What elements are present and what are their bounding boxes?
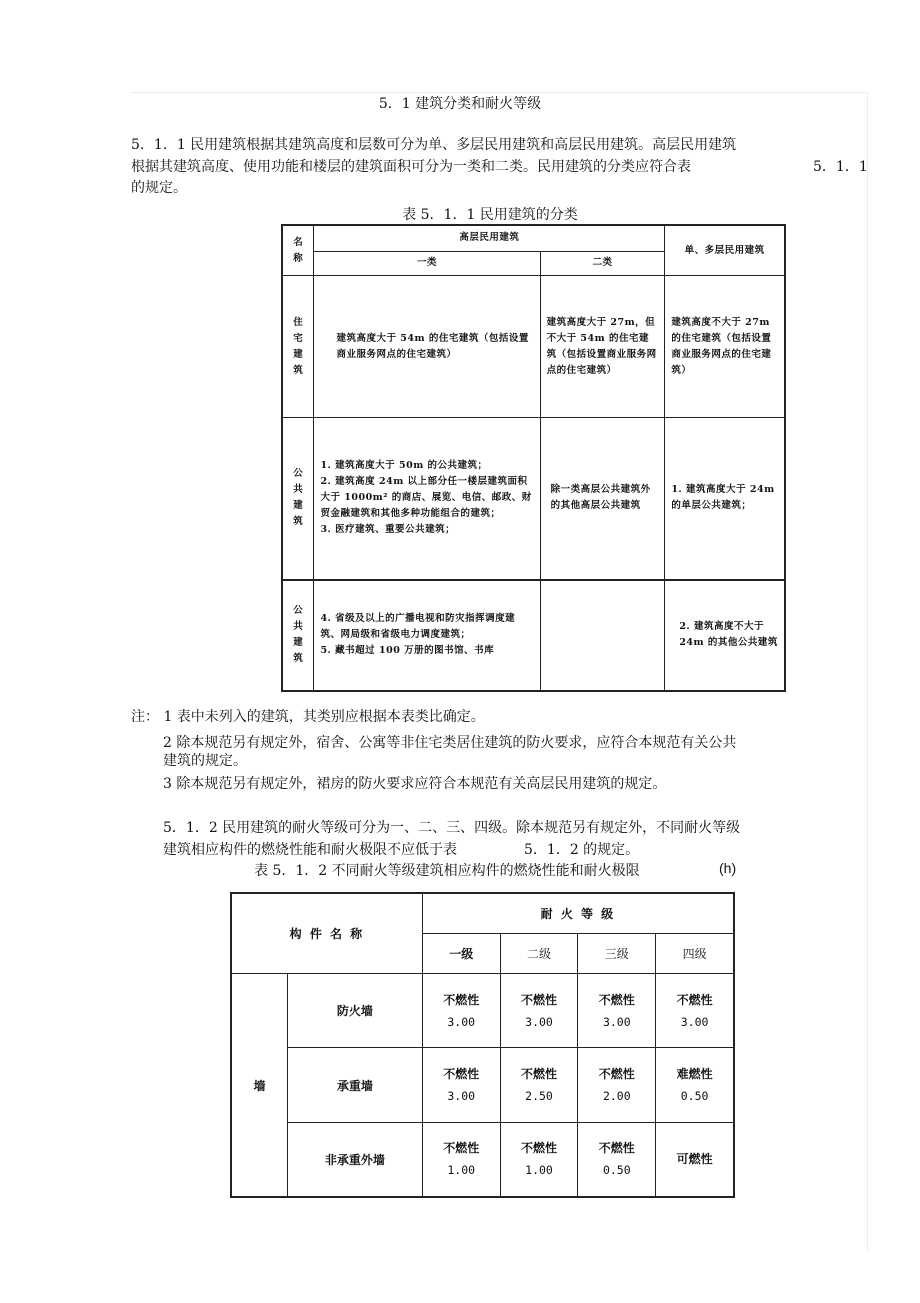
header-grade-2: 二级: [500, 933, 578, 973]
row-public2-class2: [540, 580, 665, 691]
header-high-rise: 高层民用建筑: [314, 225, 665, 251]
header-low-rise: 单、多层民用建筑: [665, 225, 785, 276]
cell-label: 不燃性: [598, 1141, 635, 1156]
cell-label: 不燃性: [521, 1141, 558, 1156]
cell-value: 0.50: [602, 1163, 631, 1178]
row-public1-class1: 1. 建筑高度大于 50m 的公共建筑； 2. 建筑高度 24m 以上部分任一楼层建筑面积大于 1000m² 的商店、展览、电信、邮政、财贸金融建筑和其他多种功能组合的建筑； 3. 医疗建筑、重要公共建筑；: [314, 417, 540, 579]
cell-label: 可燃性: [676, 1152, 713, 1167]
paragraph-5-1-1-line1: 5．1．1 民用建筑根据其建筑高度和层数可分为单、多层民用建筑和高层民用建筑。高层民用建筑: [131, 137, 737, 153]
row-firewall-name: 防火墙: [287, 974, 422, 1048]
cell-label: 不燃性: [443, 1141, 480, 1156]
row-residential-low: 建筑高度不大于 27m 的住宅建筑（包括设置商业服务网点的住宅建筑）: [665, 276, 785, 418]
row-public2-low: 2. 建筑高度不大于 24m 的其他公共建筑: [665, 580, 785, 691]
header-name: 名称: [282, 225, 314, 276]
page-right-rule: [867, 92, 868, 1252]
paragraph-5-1-2-line1: 5．1．2 民用建筑的耐火等级可分为一、二、三、四级。除本规范另有规定外，不同耐火等级: [163, 820, 741, 836]
paragraph-5-1-1-line2: 根据其建筑高度、使用功能和楼层的建筑面积可分为一类和二类。民用建筑的分类应符合表: [131, 159, 691, 175]
building-classification-table: [281, 224, 786, 692]
group-wall: 墙: [231, 974, 287, 1198]
note-1: 注： 1 表中未列入的建筑，其类别应根据本表类比确定。: [131, 709, 485, 725]
table2-caption: 表 5．1．2 不同耐火等级建筑相应构件的燃烧性能和耐火极限: [254, 863, 640, 879]
row-public2-class1: 4. 省级及以上的广播电视和防灾指挥调度建筑、网局级和省级电力调度建筑； 5. 藏书超过 100 万册的图书馆、书库: [314, 580, 540, 691]
cell-label: 难燃性: [676, 1067, 713, 1082]
header-class2: 二类: [540, 251, 665, 275]
row-public1-name: 公共 建筑: [282, 417, 314, 579]
row-bearing-wall-name: 承重墙: [287, 1048, 422, 1122]
row-nonbearing-wall-name: 非承重外墙: [287, 1122, 422, 1197]
cell-value: 3.00: [525, 1014, 553, 1029]
paragraph-5-1-2-line2: 建筑相应构件的燃烧性能和耐火极限不应低于表: [163, 842, 457, 858]
cell-label: 不燃性: [521, 1067, 558, 1082]
table2-unit: (h): [719, 860, 737, 876]
cell-value: 1.00: [447, 1163, 476, 1178]
cell-value: 0.50: [680, 1089, 709, 1104]
section-title: 5．1 建筑分类和耐火等级: [378, 96, 542, 112]
header-grade-3: 三级: [578, 933, 656, 973]
fire-resistance-table: [230, 892, 735, 1198]
cell-label: 不燃性: [443, 992, 480, 1007]
row-public2-name: 公共 建筑: [282, 580, 314, 691]
cell-label: 不燃性: [521, 992, 558, 1007]
note-2-line1: 2 除本规范另有规定外，宿舍、公寓等非住宅类居住建筑的防火要求，应符合本规范有关公共: [163, 735, 737, 751]
cell-label: 不燃性: [676, 992, 713, 1007]
cell-value: 3.00: [447, 1014, 476, 1029]
header-fire-rating: 耐 火 等 级: [422, 893, 734, 933]
header-class1: 一类: [314, 251, 540, 275]
header-grade-1: 一级: [422, 933, 500, 973]
cell-value: 3.00: [602, 1014, 631, 1029]
table1-caption: 表 5．1．1 民用建筑的分类: [402, 207, 578, 223]
row-residential-class2: 建筑高度大于 27m，但不大于 54m 的住宅建筑（包括设置商业服务网点的住宅建筑）: [540, 276, 665, 418]
paragraph-5-1-1-ref: 5．1．1: [813, 159, 868, 175]
row-public1-class2: 除一类高层公共建筑外的其他高层公共建筑: [540, 417, 665, 579]
paragraph-5-1-2-ref: 5．1．2 的规定。: [524, 842, 640, 858]
cell-value: 2.00: [602, 1089, 631, 1104]
row-residential-class1: 建筑高度大于 54m 的住宅建筑（包括设置商业服务网点的住宅建筑）: [314, 276, 540, 418]
row-public1-low: 1. 建筑高度大于 24m 的单层公共建筑；: [665, 417, 785, 579]
cell-label: 不燃性: [598, 1067, 635, 1082]
cell-label: 不燃性: [598, 992, 635, 1007]
note-2-line2: 建筑的规定。: [163, 753, 247, 769]
header-component: 构 件 名 称: [231, 893, 422, 974]
header-grade-4: 四级: [656, 933, 734, 973]
cell-label: 不燃性: [443, 1067, 480, 1082]
note-3: 3 除本规范另有规定外，裙房的防火要求应符合本规范有关高层民用建筑的规定。: [163, 776, 667, 792]
cell-value: 3.00: [447, 1089, 476, 1104]
cell-value: 3.00: [680, 1014, 709, 1029]
row-residential-name: 住宅 建筑: [282, 276, 314, 418]
cell-value: 2.50: [525, 1089, 553, 1104]
cell-value: 1.00: [525, 1163, 553, 1178]
paragraph-5-1-1-line3: 的规定。: [131, 180, 187, 196]
